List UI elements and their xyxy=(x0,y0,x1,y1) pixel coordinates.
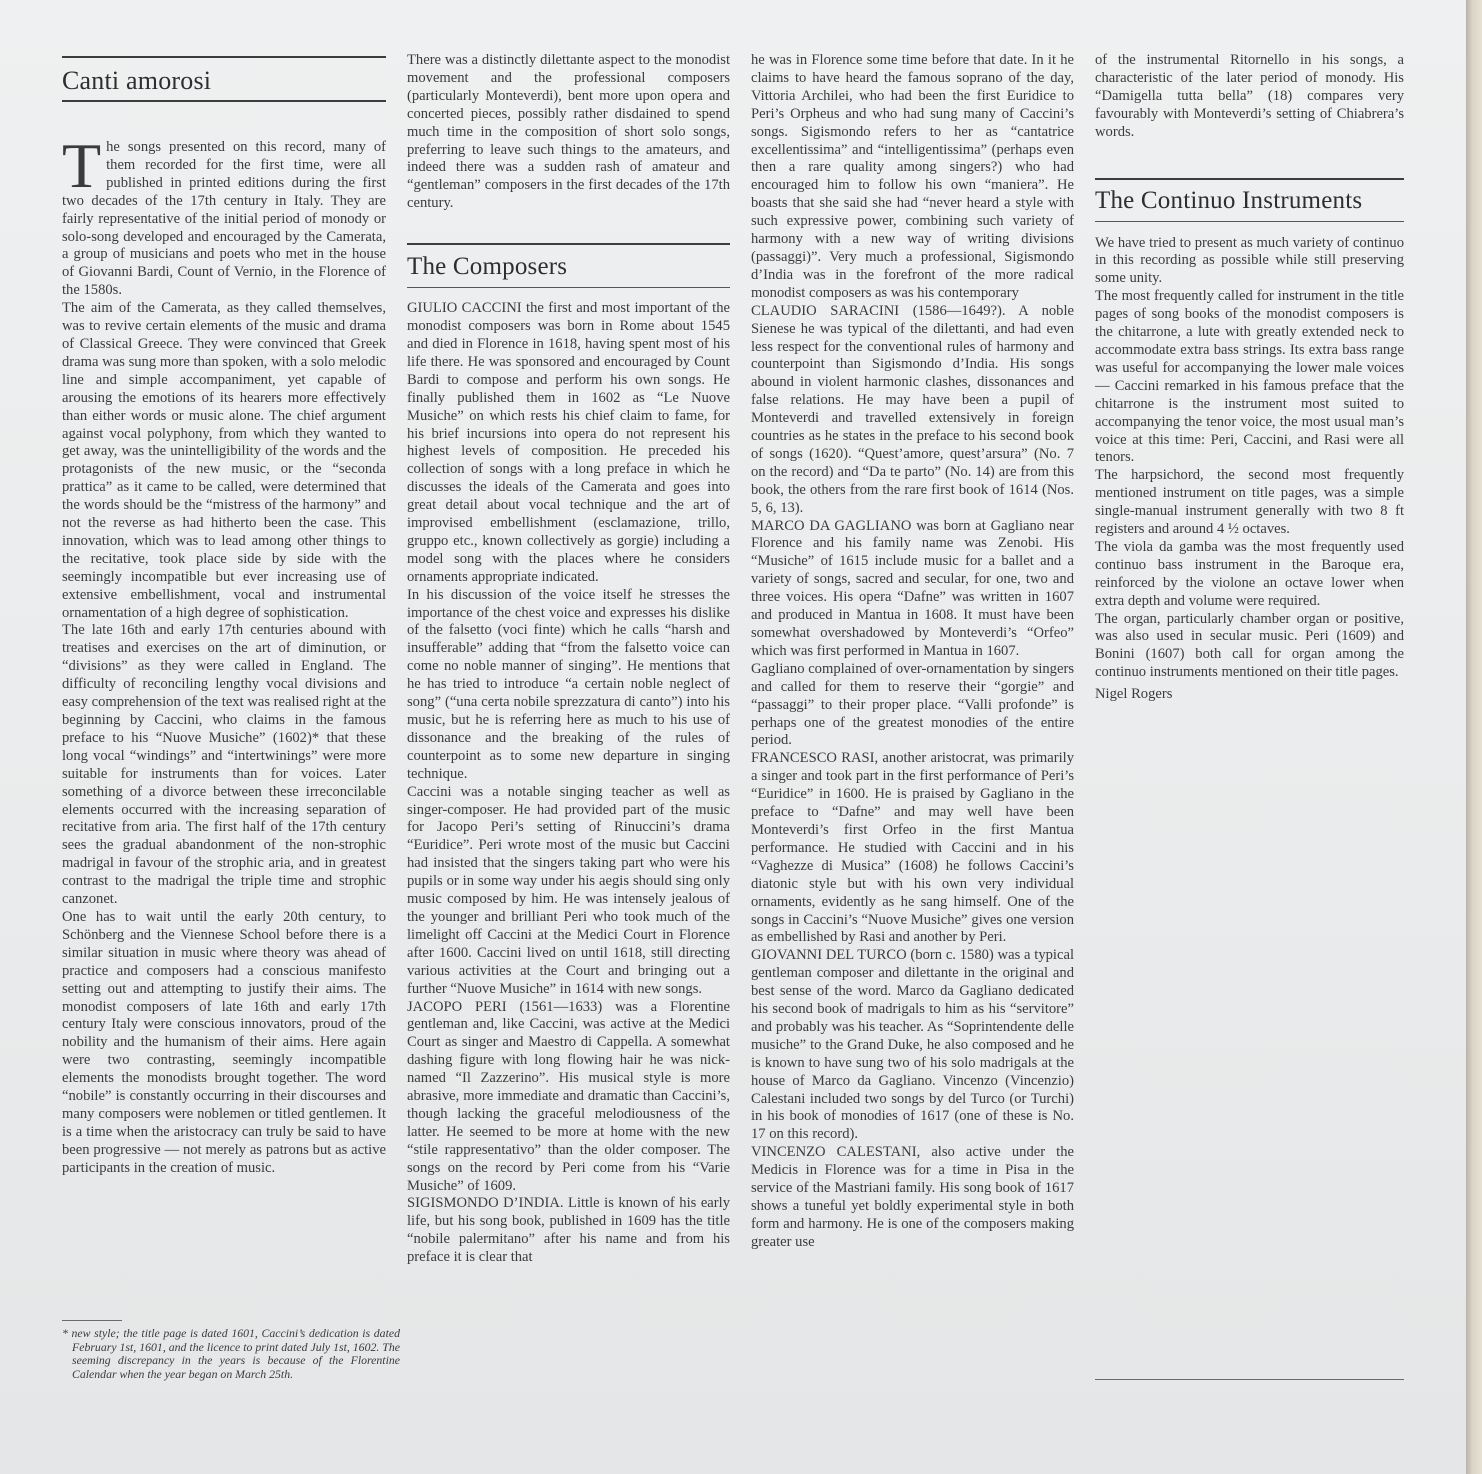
column-3 xyxy=(751,52,1074,1252)
column-1 xyxy=(62,56,386,1178)
column-4 xyxy=(1095,52,1404,704)
dindia-cont-paragraph: he was in Florence some time before that date. In it he claims to have heard the famous soprano of the day, Vittoria Archilei, who had been the first Euridice to Peri’s Orpheus and who had sung many of Caccini’s songs. Sigismondo refers to her as “cantatrice excellentissima” and “intelligentissima” (perhaps even then a rare quality among singers?) who had encouraged him to follow his own “maniera”. He boasts that she said she had “never heard a style with such expressive power, combining such variety of harmony with a new way of writing divisions (passaggi)”. Very much a professional, Sigismondo d’India was in the forefront of the more radical monodist composers as was his contemporary xyxy=(751,52,1074,301)
composers-heading: The Composers xyxy=(407,253,568,281)
footnote: * new style; the title page is dated 1601, Caccini’s dedication is dated February 1st, 1601, and the licence to print dated July 1st, 1602. The seeming discrepancy in the years is because of the Florentine Calendar when the year began on March 25th. xyxy=(62,1326,400,1381)
composers-rule-bottom xyxy=(407,287,730,288)
gagliano-paragraph: MARCO DA GAGLIANO was born at Gagliano near Florence and his family name was Zenobi. His “Musiche” of 1615 include music for a ballet and a variety of songs, sacred and secular, for one, two and three voices. His opera “Dafne” was written in 1607 and produced in Mantua in 1608. It must have been somewhat overshadowed by Monteverdi’s “Orfeo” which was first performed in Mantua in 1607. xyxy=(751,517,1074,659)
drop-cap: T xyxy=(62,130,102,201)
calestani-paragraph: VINCENZO CALESTANI, also active under the Medicis in Florence was for a time in Pisa in the service of the Mastriani family. His song book of 1617 shows a tuneful yet boldly experimental style in both form and harmony. He is one of the composers making greater use xyxy=(751,1144,1074,1250)
continuo-rule-bottom xyxy=(1095,221,1404,222)
author-signature: Nigel Rogers xyxy=(1095,686,1173,703)
title-rule-bottom xyxy=(62,100,386,102)
continuo-rule-top xyxy=(1095,178,1404,180)
dindia-paragraph: SIGISMONDO D’INDIA. Little is known of his early life, but his song book, published in 1609 has the title “nobile palermitano” after his name and from his preface it is clear that xyxy=(407,1195,730,1266)
page-title: Canti amorosi xyxy=(62,66,212,95)
organ-paragraph: The organ, particularly chamber organ or positive, was also used in secular music. Peri (1609) and Bonini (1607) both call for organ among the continuo instruments mentioned on their title pages. xyxy=(1095,610,1404,681)
caccini-paragraph: GIULIO CACCINI the first and most important of the monodist composers was born in Rome about 1545 and died in Florence in 1618, having spent most of his life there. He was sponsored and encouraged by Count Bardi to compose and perform his own songs. He finally published them in 1602 as “Le Nuove Musiche” on which rests his chief claim to fame, for his brief incursions into opera do not represent his highest levels of composition. He preceded his collection of songs with a long preface in which he discusses the ideals of the Camerata and goes into great detail about vocal technique and the art of improvised embellishment (esclamazione, trillo, gruppo etc., known collectively as gorgie) including a model song with the places where he considers ornaments appropriate indicated. xyxy=(407,300,730,585)
dilettante-paragraph: There was a distinctly dilettante aspect to the monodist movement and the professional composers (particularly Monteverdi), bent more upon opera and concerted pieces, possibly rather disdained to spend much time in the composition of short solo songs, preferring to leave such things to the amateurs, and indeed there was a sudden rash of amateur and “gentleman” composers in the first decades of the 17th century. xyxy=(407,52,730,212)
sleeve-edge xyxy=(1466,0,1482,1474)
intro-text: he songs presented on this record, many of them recorded for the first time, were all published in printed editions during the first two decades of the 17th century in Italy. They are fairly representative of the initial period of monody or solo-song developed and encouraged by the Camerata, a group of musicians and poets who met in the house of Giovanni Bardi, Count of Vernio, in the Florence of the 1580s. xyxy=(62,139,386,299)
rasi-paragraph: FRANCESCO RASI, another aristocrat, was primarily a singer and took part in the first performance of Peri’s “Euridice” in 1600. He is praised by Gagliano in the preface to “Dafne” and may well have been Monteverdi’s first Orfeo in the first Mantua performance. He studied with Caccini and in his “Vaghezze di Musica” (1608) he follows Caccini’s diatonic style but with his own very individual ornaments, evidently as he sang himself. One of the songs in Caccini’s “Nuove Musiche” gives one version as embellished by Rasi and another by Peri. xyxy=(751,750,1074,946)
intro-paragraph xyxy=(62,130,386,300)
bottom-rule xyxy=(1095,1379,1404,1380)
divisions-paragraph: The late 16th and early 17th centuries abound with treatises and exercises on the art of diminution, or “divisions” as they were called in England. The difficulty of reconciling lengthy vocal divisions and easy comprehension of the text was realised right at the beginning by Caccini, who claims in the famous preface to his “Nuove Musiche” (1602)* that these long vocal “windings” and “intertwinings” were more suitable for instruments than for voices. Later something of a divorce between these irreconcilable elements occurred with the increasing separation of recitative from aria. The first half of the 17th century sees the gradual abandonment of the non-strophic madrigal in favour of the strophic aria, and in greatest contrast to the madrigal the triple time and strophic canzonet. xyxy=(62,622,386,908)
caccini-teacher-paragraph: Caccini was a notable singing teacher as well as singer-composer. He had provided part of the music for Jacopo Peri’s setting of Rinuccini’s drama “Euridice”. Peri wrote most of the music but Caccini had insisted that the singers taking part who were his pupils or in some way under his aegis should sing only music composed by him. He was intensely jealous of the younger and brilliant Peri who took much of the limelight off Caccini at the Medici Court in Florence after 1600. Caccini lived on until 1618, still directing various activities at the Court and bringing out a further “Nuove Musiche” in 1614 with new songs. xyxy=(407,783,730,997)
column-2 xyxy=(407,52,730,1267)
chitarrone-paragraph: The most frequently called for instrument in the title pages of song books of the monodist composers is the chitarrone, a lute with greatly extended neck to accommodate extra bass strings. Its extra bass range was useful for accompanying the lower male voices — Caccini remarked in his famous preface that the chitarrone is the instrument most suited to accompanying the tenor voice, the most usual man’s voice at this time: Peri, Caccini, and Rasi were all tenors. xyxy=(1095,288,1404,466)
gagliano-ornament-paragraph: Gagliano complained of over-ornamentation by singers and called for them to reserve their “gorgie” and “passaggi” to their proper place. “Valli profonde” is perhaps one of the greatest monodies of the entire period. xyxy=(751,660,1074,749)
peri-paragraph: JACOPO PERI (1561—1633) was a Florentine gentleman and, like Caccini, was active at the Medici Court as singer and Maestro di Cappella. A somewhat dashing figure with long flowing hair he was nick-named “Il Zazzerino”. His musical style is more abrasive, more immediate and dramatic than Caccini’s, though lacking the graceful melodiousness of the latter. He seemed to be more at home with the new “stile rappresentativo” than the older composer. The songs on the record by Peri come from his “Varie Musiche” of 1609. xyxy=(407,998,730,1194)
saracini-paragraph: CLAUDIO SARACINI (1586—1649?). A noble Sienese he was typical of the dilettanti, and had even less respect for the conventional rules of harmony and counterpoint than Sigismondo d’India. His songs abound in violent harmonic clashes, dissonances and false relations. He may have been a pupil of Monteverdi and travelled extensively in foreign countries as he states in the preface to his second book of songs (1620). “Quest’amore, quest’arsura” (No. 7 on the record) and “Da te parto” (No. 14) are from this book, the others from the rare first book of 1614 (Nos. 5, 6, 13). xyxy=(751,302,1074,516)
calestani-cont-paragraph: of the instrumental Ritornello in his songs, a characteristic of the later period of monody. His “Damigella tutta bella” (18) compares very favourably with Monteverdi’s setting of Chiabrera’s words. xyxy=(1095,52,1404,140)
harpsichord-paragraph: The harpsichord, the second most frequently mentioned instrument on title pages, was a simple single-manual instrument generally with two 8 ft registers and around 4 ½ octaves. xyxy=(1095,467,1404,538)
voice-paragraph: In his discussion of the voice itself he stresses the importance of the chest voice and expresses his dislike of the falsetto (voci finte) which he calls “harsh and insufferable” adding that “from the falsetto voice can come no noble manner of singing”. He mentions that he has tried to introduce “a certain noble neglect of song” (“una certa nobile sprezzatura di canto”) into his music, but he is referring here as much to his use of dissonance and the breaking of the rules of counterpoint as to some new departure in singing technique. xyxy=(407,586,730,782)
viola-da-gamba-paragraph: The viola da gamba was the most frequently used continuo bass instrument in the Baroque era, reinforced by the violone an octave lower when extra depth and volume were required. xyxy=(1095,538,1404,609)
nobile-paragraph: One has to wait until the early 20th century, to Schönberg and the Viennese School before there is a similar situation in music where theory was ahead of practice and composers had a conscious manifesto setting out and attempting to justify their aims. The monodist composers of late 16th and early 17th century Italy were conscious innovators, proud of the nobility and the humanism of their aims. Here again were two contrasting, seemingly incompatible elements the monodists brought together. The word “nobile” is constantly occurring in their discourses and many composers were noblemen or titled gentlemen. It is a time when the aristocracy can truly be said to have been progressive — not merely as patrons but as active participants in the creation of music. xyxy=(62,908,386,1176)
del-turco-paragraph: GIOVANNI DEL TURCO (born c. 1580) was a typical gentleman composer and dilettante in the original and best sense of the word. Marco da Gagliano dedicated his second book of madrigals to him as his “servitore” and probably was his teacher. As “Soprintendente delle musiche” to the Grand Duke, he also composed and he is known to have sung two of his solo madrigals at the house of Marco da Gagliano. Vincenzo (Vincenzio) Calestani included two songs by del Turco (or Turchi) in his book of monodies of 1617 (one of these is No. 17 on this record). xyxy=(751,947,1074,1143)
title-rule-top xyxy=(62,56,386,58)
variety-paragraph: We have tried to present as much variety of continuo in this recording as possible while still preserving some unity. xyxy=(1095,234,1404,287)
composers-rule-top xyxy=(407,243,730,245)
footnote-rule xyxy=(62,1320,122,1321)
continuo-heading: The Continuo Instruments xyxy=(1095,186,1363,214)
camerata-paragraph: The aim of the Camerata, as they called themselves, was to revive certain elements of the music and drama of Classical Greece. They were convinced that Greek drama was sung more than spoken, with a solo melodic line and simple accompaniment, yet capable of arousing the emotions of its hearers more effectively than either words or music alone. The chief argument against vocal polyphony, from which they wanted to get away, was the unintelligibility of the words and the protagonists of the new music, or the “seconda prattica” as it came to be called, were determined that the words should be the “mistress of the harmony” and not the reverse as had hitherto been the case. This innovation, which was to lead among other things to the recitative, took place side by side with the seemingly incompatible but ever increasing use of extensive embellishment, vocal and instrumental ornamentation of a high degree of sophistication. xyxy=(62,300,386,621)
